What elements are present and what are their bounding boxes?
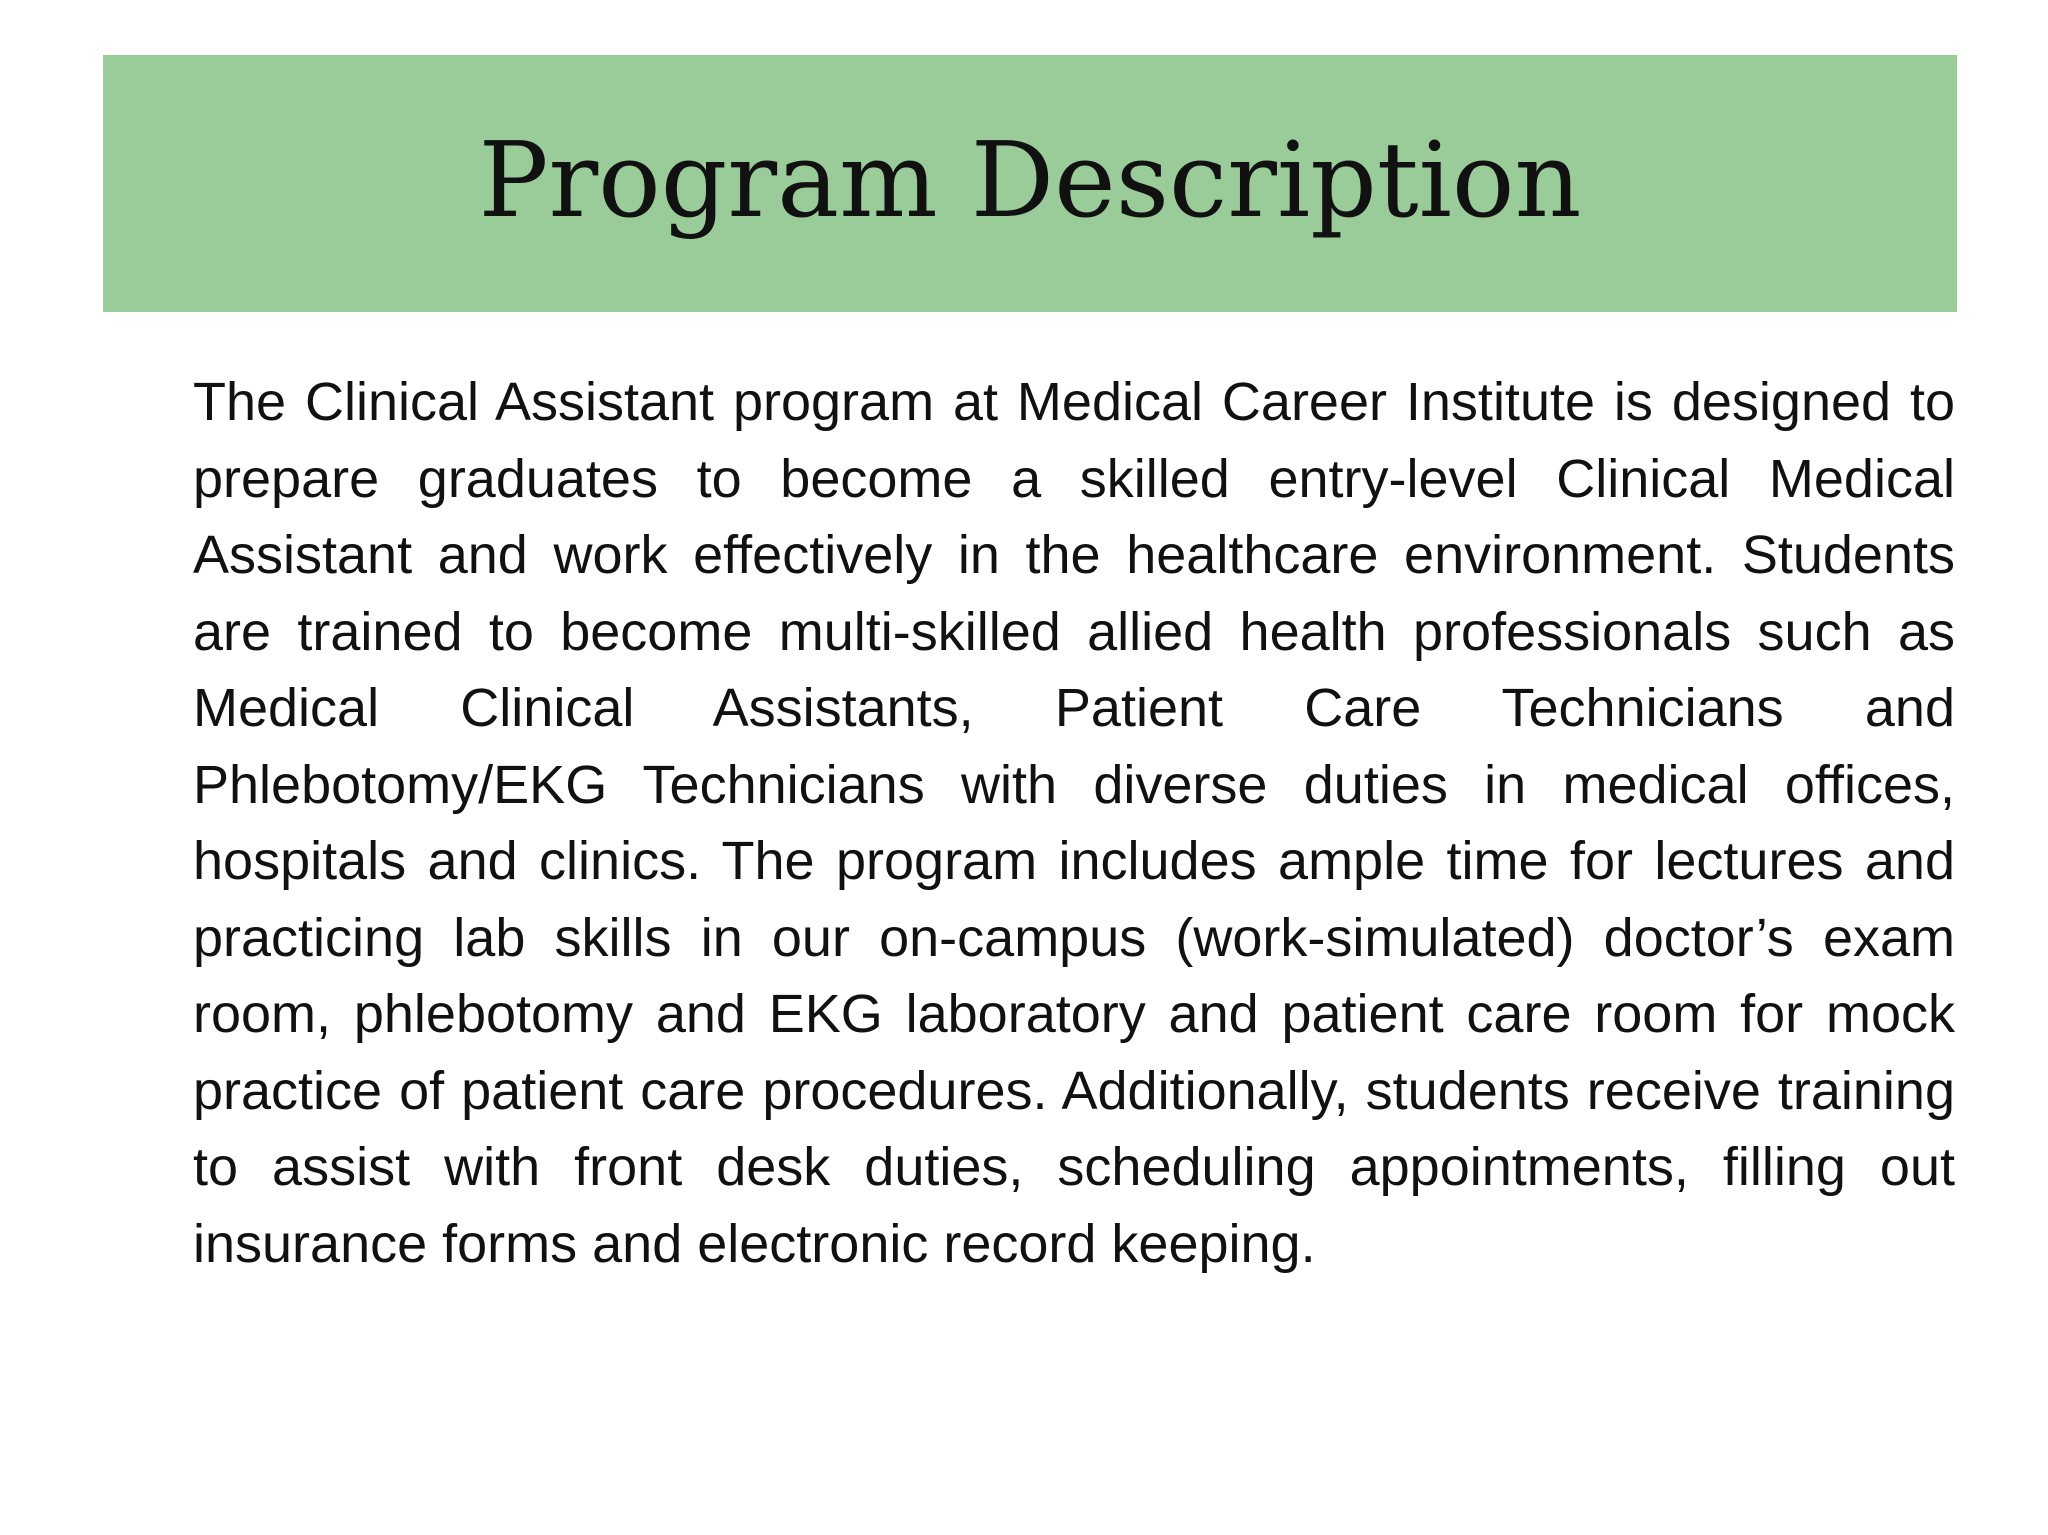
title-banner xyxy=(103,55,1957,312)
slide-title: Program Description xyxy=(478,118,1582,241)
program-description-paragraph: The Clinical Assistant program at Medical Career Institute is designed to prepare graduates to become a skilled entry-level Clinical Medical Assistant and work effectively in the healthcare environment. Students are trained to become multi-skilled allied health professionals such as Medical Clinical Assistants, Patient Care Technicians and Phlebotomy/EKG Technicians with diverse duties in medical offices, hospitals and clinics. The program includes ample time for lectures and practicing lab skills in our on-campus (work-simulated) doctor’s exam room, phlebotomy and EKG laboratory and patient care room for mock practice of patient care procedures. Additionally, students receive training to assist with front desk duties, scheduling appointments, filling out insurance forms and electronic record keeping. xyxy=(193,372,1955,1274)
